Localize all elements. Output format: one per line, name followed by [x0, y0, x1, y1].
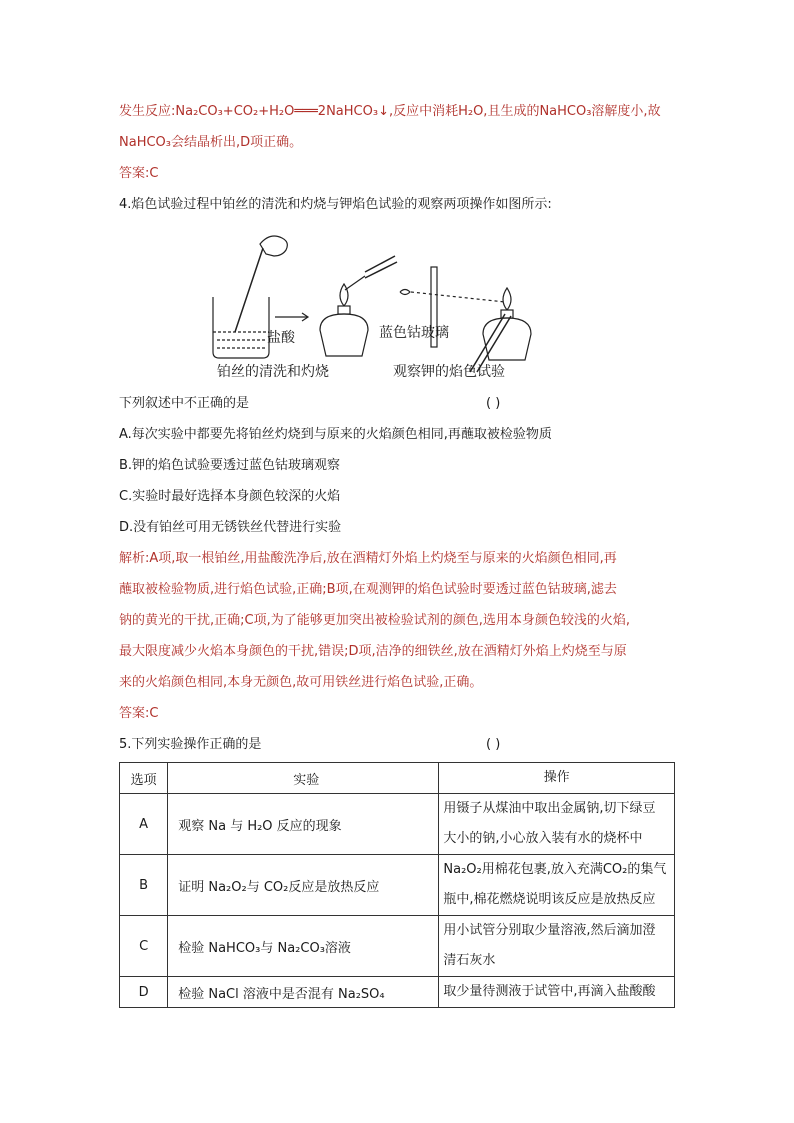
- row-option: A: [120, 794, 168, 855]
- label-acid: 盐酸: [267, 330, 295, 346]
- q4-option-b: B.钾的焰色试验要透过蓝色钴玻璃观察: [119, 458, 341, 473]
- q5-answer-blank: ( ): [486, 737, 501, 752]
- row-operation-line: 大小的钠,小心放入装有水的烧杯中: [443, 831, 643, 846]
- q5-stem: 5.下列实验操作正确的是: [119, 737, 262, 752]
- row-option: D: [120, 977, 168, 1008]
- alcohol-lamp-icon: [320, 314, 368, 356]
- q4-analysis-3: 钠的黄光的干扰,正确;C项,为了能够更加突出被检验试剂的颜色,选用本身颜色较浅的火焰,: [119, 613, 630, 628]
- row-experiment: 检验 NaHCO₃与 Na₂CO₃溶液: [168, 916, 439, 977]
- answer-prev: 答案:C: [119, 166, 159, 181]
- q4-analysis-2: 蘸取被检验物质,进行焰色试验,正确;B项,在观测钾的焰色试验时要透过蓝色钴玻璃,滤去: [119, 582, 617, 597]
- eye-icon: [400, 290, 410, 295]
- row-operation: [439, 794, 675, 855]
- row-operation-line: 用镊子从煤油中取出金属钠,切下绿豆: [443, 801, 656, 816]
- platinum-wire: [235, 248, 263, 332]
- reaction-line: 发生反应:Na₂CO₃+CO₂+H₂O═══2NaHCO₃↓,反应中消耗H₂O,且生成的NaHCO₃溶解度小,故: [119, 104, 661, 119]
- row-operation-line: 用小试管分别取少量溶液,然后滴加澄: [443, 923, 656, 938]
- q4-answer: 答案:C: [119, 706, 159, 721]
- q4-stem: 4.焰色试验过程中铂丝的清洗和灼烧与钾焰色试验的观察两项操作如图所示:: [119, 197, 552, 212]
- row-operation: [439, 855, 675, 916]
- header-option: 选项: [120, 763, 168, 794]
- flame-test-diagram: [205, 222, 545, 382]
- q4-analysis-4: 最大限度减少火焰本身颜色的干扰,错误;D项,洁净的细铁丝,放在酒精灯外焰上灼烧至与原: [119, 644, 627, 659]
- row-operation: [439, 916, 675, 977]
- flame-test-figure: [205, 222, 545, 382]
- row-operation-line: 取少量待测液于试管中,再滴入盐酸酸: [443, 984, 656, 999]
- table-header-row: [120, 763, 675, 794]
- q4-analysis-1: 解析:A项,取一根铂丝,用盐酸洗净后,放在酒精灯外焰上灼烧至与原来的火焰颜色相同,再: [119, 551, 617, 566]
- q4-answer-blank: ( ): [486, 396, 501, 411]
- header-operation: 操作: [439, 763, 675, 794]
- q4-option-a: A.每次实验中都要先将铂丝灼烧到与原来的火焰颜色相同,再蘸取被检验物质: [119, 427, 552, 442]
- table-row: [120, 916, 675, 977]
- reaction-line-2: NaHCO₃会结晶析出,D项正确。: [119, 135, 303, 150]
- q4-question: 下列叙述中不正确的是: [119, 396, 250, 411]
- row-option: C: [120, 916, 168, 977]
- header-experiment: 实验: [168, 763, 439, 794]
- hand-icon: [260, 236, 287, 256]
- row-experiment: 证明 Na₂O₂与 CO₂反应是放热反应: [168, 855, 439, 916]
- table-row: [120, 977, 675, 1008]
- row-operation: [439, 977, 675, 1008]
- label-cobalt-glass: 蓝色钴玻璃: [379, 325, 449, 341]
- q4-option-d: D.没有铂丝可用无锈铁丝代替进行实验: [119, 520, 342, 535]
- table-row: [120, 794, 675, 855]
- row-operation-line: 清石灰水: [443, 953, 496, 968]
- q5-table: [119, 762, 675, 1008]
- row-experiment: 观察 Na 与 H₂O 反应的现象: [168, 794, 439, 855]
- beaker-icon: [213, 297, 269, 358]
- q4-analysis-5: 来的火焰颜色相同,本身无颜色,故可用铁丝进行焰色试验,正确。: [119, 675, 483, 690]
- caption-right: 观察钾的焰色试验: [393, 364, 505, 380]
- row-operation-line: Na₂O₂用棉花包裹,放入充满CO₂的集气: [443, 862, 667, 877]
- flame-icon: [340, 284, 348, 306]
- row-operation-line: 瓶中,棉花燃烧说明该反应是放热反应: [443, 892, 656, 907]
- q4-option-c: C.实验时最好选择本身颜色较深的火焰: [119, 489, 341, 504]
- table-row: [120, 855, 675, 916]
- row-option: B: [120, 855, 168, 916]
- caption-left: 铂丝的清洗和灼烧: [217, 364, 329, 380]
- row-experiment: 检验 NaCl 溶液中是否混有 Na₂SO₄: [168, 977, 439, 1008]
